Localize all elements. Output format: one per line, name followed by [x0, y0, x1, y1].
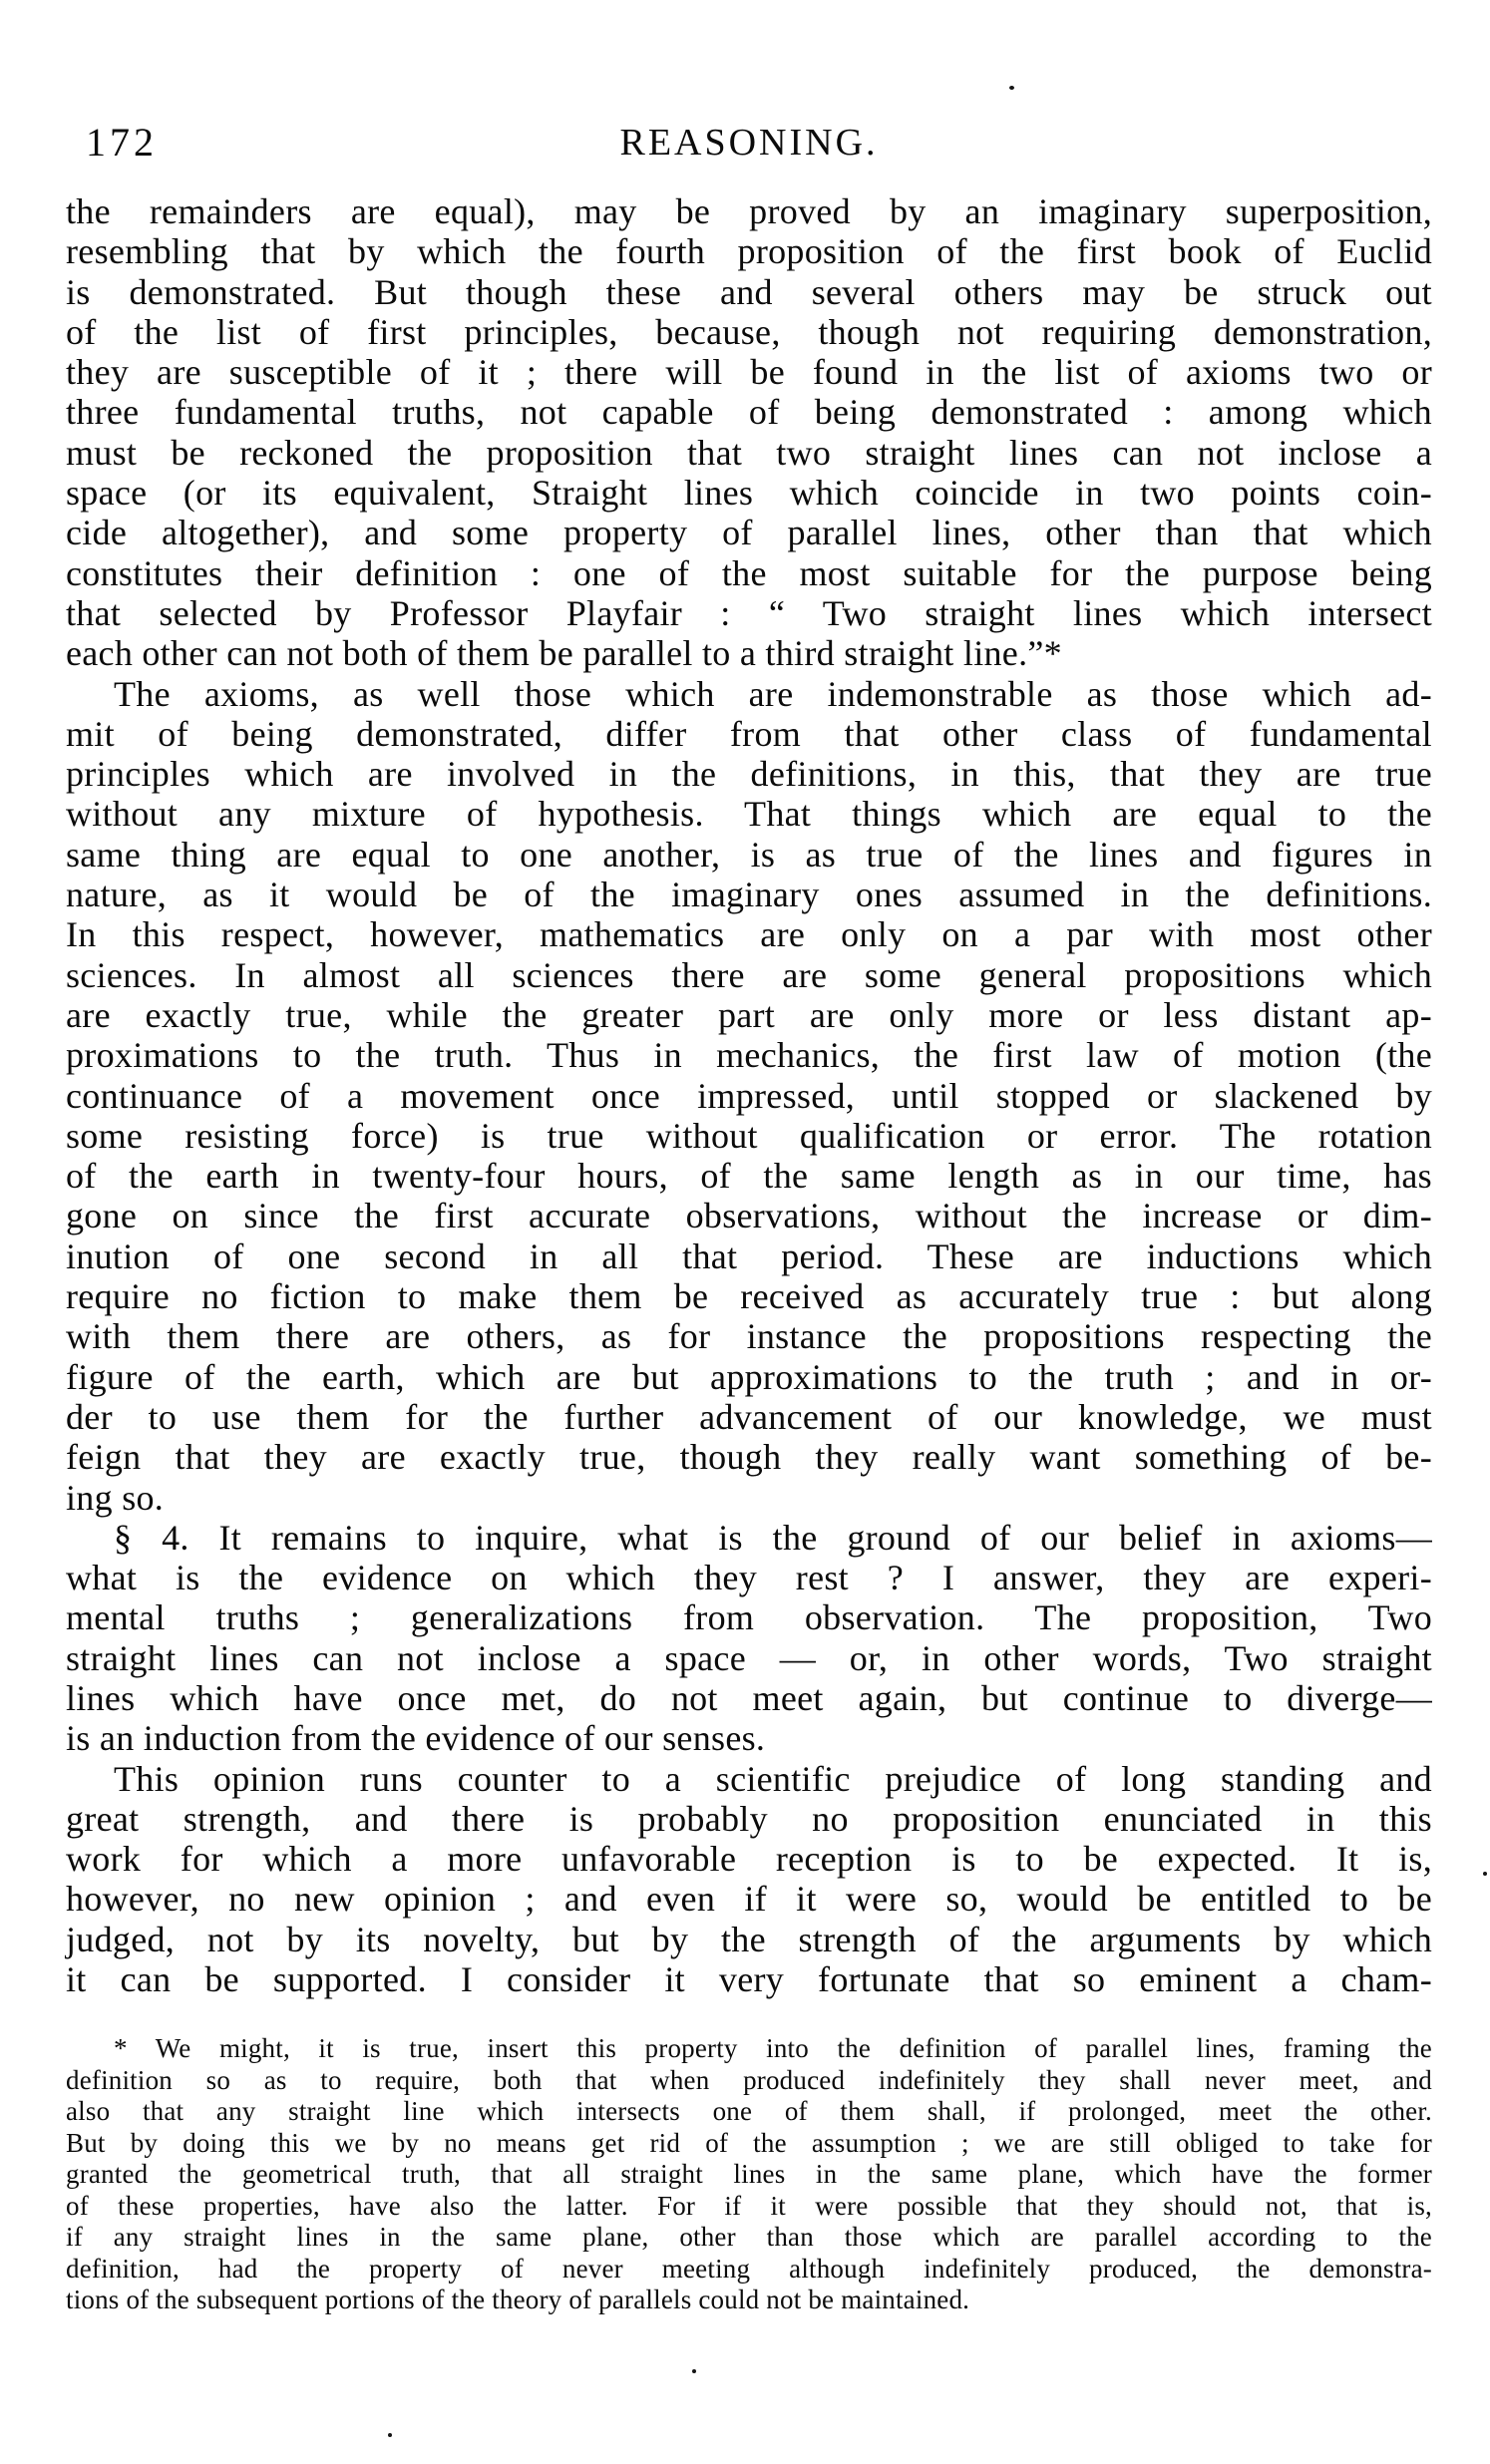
text-line: it can be supported. I consider it very fortunate that so eminent a cham- [66, 1959, 1432, 2000]
text-line: that selected by Professor Playfair : “ Two straight lines which intersect [66, 592, 1432, 633]
scan-speck [1009, 86, 1014, 90]
text-line: feign that they are exactly true, though they really want something of be- [66, 1437, 1432, 1478]
text-line: The axioms, as well those which are indemonstrable as those which ad- [114, 673, 1432, 714]
text-line: tions of the subsequent portions of the theory of parallels could not be maintained. [66, 2285, 970, 2314]
text-line: nature, as it would be of the imaginary ones assumed in the definitions. [66, 875, 1432, 915]
text-line: constitutes their definition : one of the most suitable for the purpose being [66, 552, 1432, 593]
text-line: require no fiction to make them be received as accurately true : but along [66, 1276, 1432, 1317]
page-body [66, 191, 1432, 1999]
text-line: lines which have once met, do not meet again, but continue to diverge— [66, 1677, 1432, 1718]
text-line: some resisting force) is true without qualification or error. The rotation [66, 1115, 1432, 1156]
text-line: principles which are involved in the definitions, in this, that they are true [66, 754, 1432, 795]
text-line: space (or its equivalent, Straight lines which coincide in two points coin- [66, 473, 1432, 514]
text-line: inution of one second in all that period. These are inductions which [66, 1235, 1432, 1276]
text-line: definition so as to require, both that when produced indefinitely they shall never meet, and [66, 2064, 1432, 2095]
text-line: gone on since the first accurate observations, without the increase or dim- [66, 1196, 1432, 1236]
text-line: § 4. It remains to inquire, what is the ground of our belief in axioms— [114, 1517, 1432, 1558]
scan-speck [1483, 1872, 1487, 1876]
text-line: proximations to the truth. Thus in mechanics, the first law of motion (the [66, 1035, 1432, 1076]
text-line: are exactly true, while the greater part are only more or less distant ap- [66, 994, 1432, 1035]
text-line: each other can not both of them be parallel to a third straight line.”* [66, 633, 1062, 674]
scan-speck [388, 2433, 392, 2437]
text-line: continuance of a movement once impressed, until stopped or slackened by [66, 1075, 1432, 1116]
text-line: * We might, it is true, insert this property into the definition of parallel lines, framing the [114, 2033, 1432, 2063]
text-line: sciences. In almost all sciences there are some general propositions which [66, 954, 1432, 995]
text-line: straight lines can not inclose a space — or, in other words, Two straight [66, 1637, 1432, 1678]
footnote [66, 2033, 1432, 2316]
text-line: granted the geometrical truth, that all straight lines in the same plane, which have the former [66, 2159, 1432, 2189]
text-line: der to use them for the further advancement of our knowledge, we must [66, 1396, 1432, 1437]
text-line: figure of the earth, which are but approximations to the truth ; and in or- [66, 1356, 1432, 1397]
text-line: mit of being demonstrated, differ from that other class of fundamental [66, 713, 1432, 754]
page-number: 172 [86, 120, 158, 165]
text-line: ing so. [66, 1477, 165, 1518]
text-line: however, no new opinion ; and even if it were so, would be entitled to be [66, 1879, 1432, 1920]
text-line: with them there are others, as for instance the propositions respecting the [66, 1316, 1432, 1357]
text-line: without any mixture of hypothesis. That things which are equal to the [66, 794, 1432, 835]
text-line: judged, not by its novelty, but by the strength of the arguments by which [66, 1919, 1432, 1959]
text-line: three fundamental truths, not capable of being demonstrated : among which [66, 392, 1432, 433]
text-line: also that any straight line which intersects one of them shall, if prolonged, meet the other. [66, 2096, 1432, 2126]
text-line: mental truths ; generalizations from observation. The proposition, Two [66, 1597, 1432, 1638]
page-header-row [66, 118, 1432, 168]
text-line: they are susceptible of it ; there will be found in the list of axioms two or [66, 352, 1432, 393]
text-line: is an induction from the evidence of our senses. [66, 1718, 766, 1759]
text-line: of these properties, have also the latter. For if it were possible that they should not, that is, [66, 2190, 1432, 2221]
text-line: must be reckoned the proposition that two straight lines can not inclose a [66, 432, 1432, 473]
text-line: the remainders are equal), may be proved by an imaginary superposition, [66, 191, 1432, 231]
text-line: cide altogether), and some property of parallel lines, other than that which [66, 513, 1432, 553]
text-line: work for which a more unfavorable reception is to be expected. It is, [66, 1839, 1432, 1880]
text-line: is demonstrated. But though these and several others may be struck out [66, 271, 1432, 312]
text-line: what is the evidence on which they rest ? I answer, they are experi- [66, 1558, 1432, 1598]
text-line: definition, had the property of never meeting although indefinitely produced, the demonstra- [66, 2253, 1432, 2284]
text-line: of the list of first principles, because, though not requiring demonstration, [66, 311, 1432, 352]
scan-speck [692, 2369, 696, 2373]
running-header: REASONING. [619, 122, 879, 164]
text-line: if any straight lines in the same plane, other than those which are parallel according to the [66, 2222, 1432, 2252]
text-line: But by doing this we by no means get rid of the assumption ; we are still obliged to take for [66, 2127, 1432, 2158]
text-line: This opinion runs counter to a scientific prejudice of long standing and [114, 1758, 1432, 1799]
text-line: In this respect, however, mathematics are only on a par with most other [66, 914, 1432, 955]
text-line: great strength, and there is probably no proposition enunciated in this [66, 1798, 1432, 1839]
text-line: same thing are equal to one another, is as true of the lines and figures in [66, 834, 1432, 875]
text-line: resembling that by which the fourth proposition of the first book of Euclid [66, 231, 1432, 272]
text-line: of the earth in twenty-four hours, of the same length as in our time, has [66, 1156, 1432, 1197]
